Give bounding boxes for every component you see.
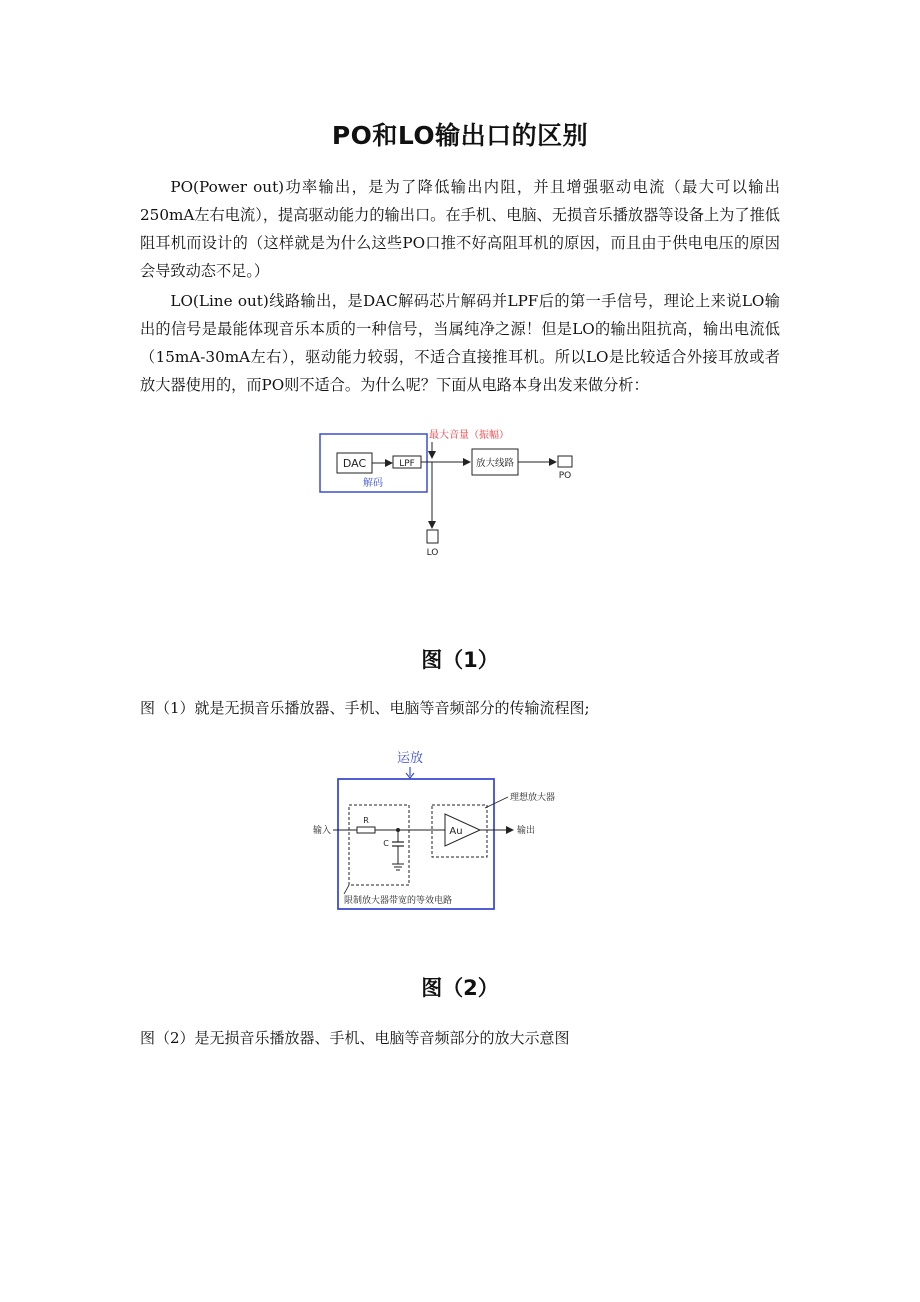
- figure-2-opamp-diagram: [300, 742, 600, 914]
- au-label: Au: [449, 826, 463, 837]
- lo-terminal: [427, 530, 438, 543]
- opamp-box: [338, 779, 494, 909]
- document-title: PO和LO输出口的区别: [331, 121, 589, 150]
- bandwidth-dashed-box: [349, 805, 409, 885]
- lpf-label: LPF: [399, 459, 415, 469]
- capacitor-label: C: [383, 839, 389, 848]
- figure-1-flow-diagram: [300, 422, 600, 567]
- paragraph-lo: LO(Line out)线路输出，是DAC解码芯片解码并LPF后的第一手信号，理论上来说LO输出的信号是最能体现音乐本质的一种信号，当属纯净之源！但是LO的输出阻抗高，输出电流低（15mA-30mA左右），驱动能力较弱，不适合直接推耳机。所以LO是比较适合外接耳放或者放大器使用的，而PO则不适合。为什么呢？下面从电路本身出发来做分析：: [140, 292, 780, 394]
- figure-2-note: 图（2）是无损音乐播放器、手机、电脑等音频部分的放大示意图: [140, 1029, 570, 1047]
- paragraph-po: PO(Power out)功率输出，是为了降低输出内阻，并且增强驱动电流（最大可以输出250mA左右电流），提高驱动能力的输出口。在手机、电脑、无损音乐播放器等设备上为了推低阻耳机而设计的（这样就是为什么这些PO口推不好高阻耳机的原因，而且由于供电电压的原因会导致动态不足。）: [140, 178, 780, 280]
- dac-label: DAC: [342, 457, 367, 470]
- lo-label: LO: [426, 548, 439, 558]
- input-label: 输入: [313, 826, 332, 836]
- figure-2-caption: 图（2）: [421, 976, 499, 1000]
- output-label: 输出: [517, 826, 536, 836]
- amp-circuit-label: 放大线路: [475, 458, 515, 469]
- ideal-amp-label: 理想放大器: [510, 793, 556, 803]
- resistor: [357, 827, 375, 833]
- figure-1-caption: 图（1）: [421, 648, 499, 672]
- figure-1-note: 图（1）就是无损音乐播放器、手机、电脑等音频部分的传输流程图;: [140, 699, 590, 717]
- max-volume-label: 最大音量（振幅）: [429, 430, 509, 441]
- ideal-amp-pointer: [485, 797, 508, 808]
- bandwidth-circuit-label: 限制放大器带宽的等效电路: [344, 896, 453, 906]
- bandwidth-pointer: [344, 885, 349, 894]
- po-label: PO: [558, 471, 572, 481]
- opamp-label: 运放: [396, 751, 424, 766]
- po-terminal: [558, 456, 572, 467]
- resistor-label: R: [363, 816, 369, 825]
- decode-label: 解码: [363, 478, 383, 489]
